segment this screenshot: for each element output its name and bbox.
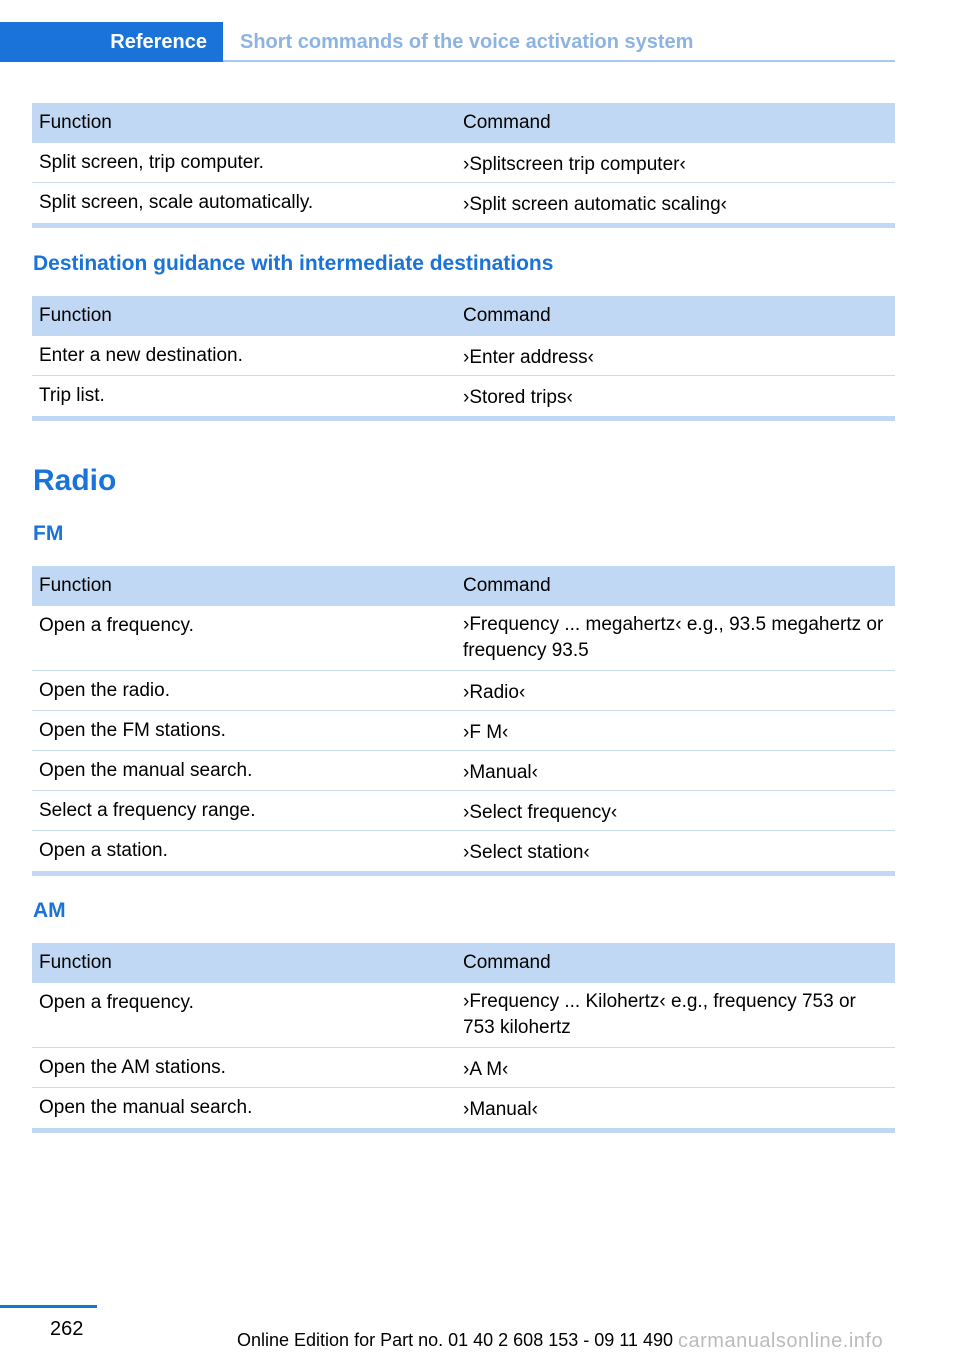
table-row: [32, 606, 895, 671]
table-row: [32, 791, 895, 831]
table-end-bar: [32, 223, 895, 228]
command-col-header: Command: [463, 952, 551, 973]
function-cell: Select a frequency range.: [39, 800, 256, 821]
table-row: [32, 183, 895, 223]
function-cell: Trip list.: [39, 385, 105, 406]
table-end-bar: [32, 1128, 895, 1133]
table-row: [32, 831, 895, 871]
table-header: [32, 103, 895, 143]
table-row: [32, 671, 895, 711]
table-row: [32, 1088, 895, 1128]
command-cell: ›Select station‹: [463, 842, 590, 863]
command-cell: ›Frequency ... megahertz‹ e.g., 93.5 megahertz or frequency 93.5: [463, 614, 884, 661]
table-end-bar: [32, 871, 895, 876]
command-cell: ›F M‹: [463, 722, 509, 743]
function-col-header: Function: [39, 305, 112, 326]
table-row: [32, 336, 895, 376]
function-col-header: Function: [39, 112, 112, 133]
table-row: [32, 751, 895, 791]
am-table: [32, 943, 895, 1133]
command-cell: ›A M‹: [463, 1059, 509, 1080]
function-cell: Open a frequency.: [39, 992, 194, 1013]
radio-heading: Radio: [33, 464, 117, 497]
table-row: [32, 1048, 895, 1088]
function-cell: Enter a new destination.: [39, 345, 243, 366]
chapter-title: Short commands of the voice activation system: [240, 30, 694, 53]
table-row: [32, 711, 895, 751]
split-screen-table: [32, 103, 895, 228]
table-end-bar: [32, 416, 895, 421]
table-header: [32, 566, 895, 606]
function-cell: Split screen, trip computer.: [39, 152, 264, 173]
command-cell: ›Enter address‹: [463, 347, 594, 368]
function-cell: Open the manual search.: [39, 760, 253, 781]
destination-table: [32, 296, 895, 421]
command-cell: ›Frequency ... Kilohertz‹ e.g., frequency 753 or 753 kilohertz: [463, 991, 856, 1038]
section-tab: Reference: [0, 22, 223, 62]
function-cell: Open a frequency.: [39, 615, 194, 636]
section-heading: Destination guidance with intermediate destinations: [33, 252, 554, 275]
am-heading: AM: [33, 899, 66, 922]
page-number-rule: [0, 1305, 97, 1308]
page-header: [0, 22, 895, 62]
table-row: [32, 376, 895, 416]
command-cell: ›Splitscreen trip computer‹: [463, 154, 686, 175]
function-cell: Open the FM stations.: [39, 720, 226, 741]
table-header: [32, 943, 895, 983]
function-cell: Open the AM stations.: [39, 1057, 226, 1078]
fm-table: [32, 566, 895, 876]
header-rule: [223, 60, 895, 62]
function-col-header: Function: [39, 952, 112, 973]
command-cell: ›Radio‹: [463, 682, 526, 703]
command-col-header: Command: [463, 305, 551, 326]
function-col-header: Function: [39, 575, 112, 596]
command-cell: ›Stored trips‹: [463, 387, 573, 408]
fm-heading: FM: [33, 522, 64, 545]
page-number: 262: [50, 1318, 84, 1340]
command-cell: ›Manual‹: [463, 1099, 538, 1120]
table-header: [32, 296, 895, 336]
edition-footer: Online Edition for Part no. 01 40 2 608 153 - 09 11 490: [237, 1330, 673, 1350]
command-col-header: Command: [463, 575, 551, 596]
function-cell: Open the manual search.: [39, 1097, 253, 1118]
table-row: [32, 143, 895, 183]
function-cell: Open a station.: [39, 840, 168, 861]
command-cell: ›Manual‹: [463, 762, 538, 783]
command-cell: ›Select frequency‹: [463, 802, 618, 823]
command-col-header: Command: [463, 112, 551, 133]
function-cell: Open the radio.: [39, 680, 170, 701]
watermark: carmanualsonline.info: [678, 1330, 884, 1352]
command-cell: ›Split screen automatic scaling‹: [463, 194, 727, 215]
table-row: [32, 983, 895, 1048]
function-cell: Split screen, scale automatically.: [39, 192, 314, 213]
